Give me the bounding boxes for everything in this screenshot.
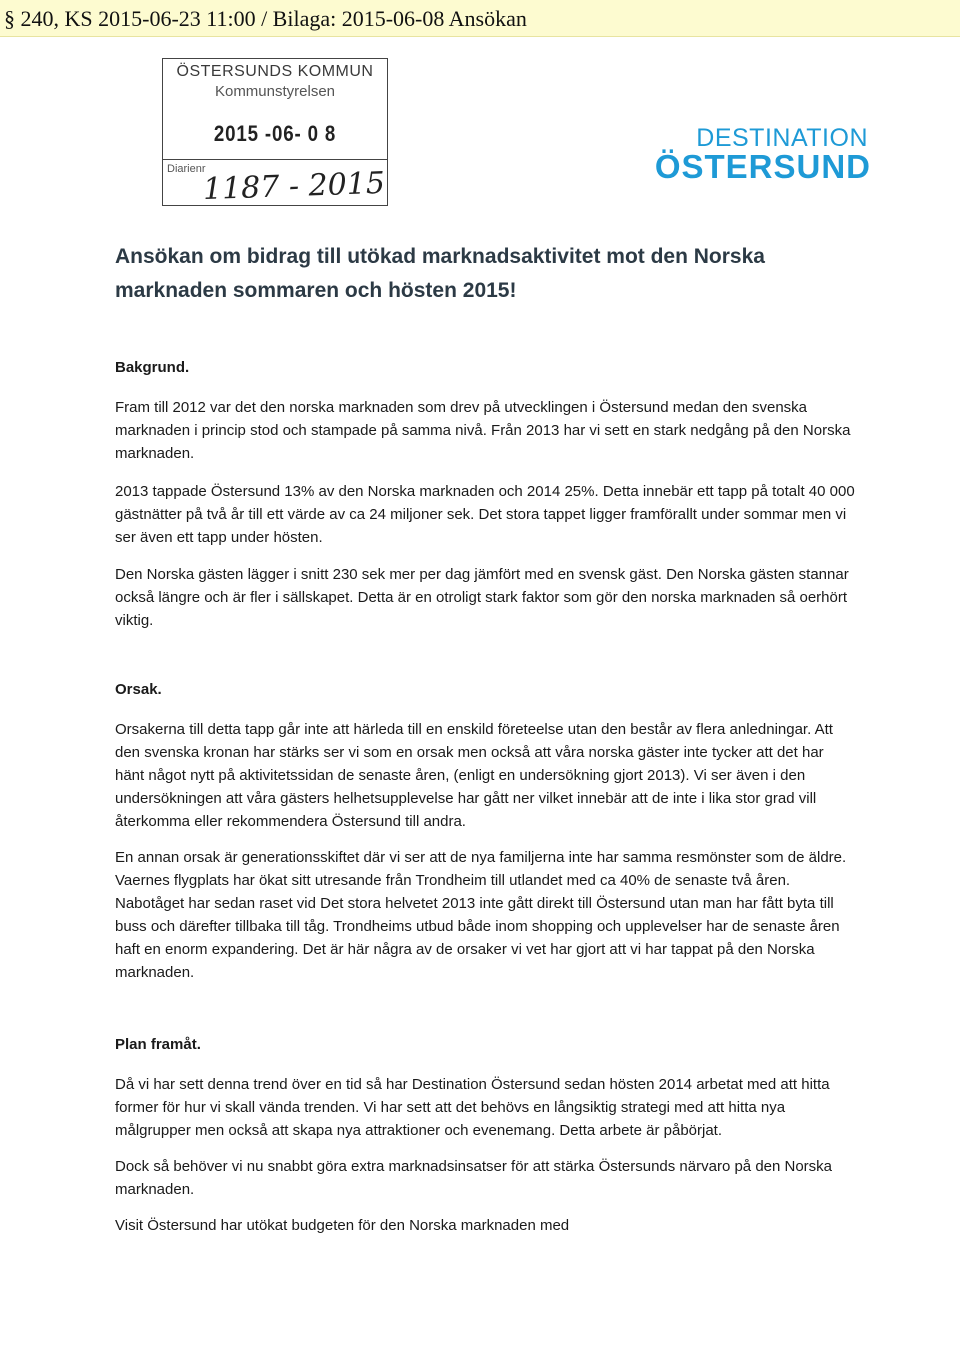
stamp-organization: ÖSTERSUNDS KOMMUN: [176, 63, 374, 80]
stamp-date: 2015 -06- 0 8: [213, 121, 337, 146]
heading-cause: Orsak.: [115, 681, 162, 698]
stamp-unit: Kommunstyrelsen: [214, 83, 336, 100]
plan-paragraph-3: Visit Östersund har utökat budgeten för den Norska marknaden med: [115, 1217, 570, 1234]
header-bar: [0, 0, 960, 37]
stamp-divider: [163, 159, 387, 160]
heading-plan: Plan framåt.: [115, 1036, 201, 1053]
stamp-label: Diarienr: [167, 163, 206, 175]
cause-paragraph-1: Orsakerna till detta tapp går inte att härleda till en enskild företeelse utan den består av flera anledningar. Att den svenska kronan har stärks ser vi som en orsak men också att våra norska gäster inte tycker att det har hänt något nytt på aktivitetssidan de senaste åren, (enligt en undersökning gjort 2013). Vi ser även i den undersökningen att våra gästers helhetsupplevelse har gått ner vilket innebär att de inte i lika stor grad vill återkomma eller rekommendera Östersund till andra.: [115, 721, 833, 830]
plan-paragraph-1: Då vi har sett denna trend över en tid så har Destination Östersund sedan hösten 2014 arbetat med att hitta former för hur vi skall vända trenden. Vi har sett att det behövs en långsiktig strategi med att hitta nya målgrupper men också att skapa nya attraktioner och evenemang. Detta arbete är påbörjat.: [115, 1076, 830, 1139]
plan-paragraph-2: Dock så behöver vi nu snabbt göra extra marknadsinsatser för att stärka Östersunds närvaro på den Norska marknaden.: [115, 1158, 833, 1198]
cause-paragraph-2: En annan orsak är generationsskiftet där vi ser att de nya familjerna inte har samma resmönster som de äldre. Vaernes flygplats har ökat sitt utresande från Trondheim till utlandet med ca 40% de senaste två åren. Nabotåget har sedan raset vid Det stora helvetet 2013 inte gått direkt till Östersund utan man har fått byta till buss och därefter tillbaka till tåg. Trondheims utbud både inom shopping och upplevelser har de senaste åren haft en enorm expandering. Det är här några av de orsaker vi vet har gjort att vi har tappat på den Norska marknaden.: [115, 849, 847, 981]
registration-stamp: [162, 58, 388, 206]
stamp-registration-number: 1187 - 2015: [202, 165, 386, 208]
heading-background: Bakgrund.: [115, 359, 190, 376]
background-paragraph-2: 2013 tappade Östersund 13% av den Norska marknaden och 2014 25%. Detta innebär ett tapp på totalt 40 000 gästnätter på två år till ett värde av ca 24 miljoner sek. Det stora tappet ligger framförallt under sommar men vi ser även ett tapp under hösten.: [115, 483, 855, 546]
document-title: Ansökan om bidrag till utökad marknadsaktivitet mot den Norska marknaden sommaren och hösten 2015!: [115, 245, 765, 302]
background-paragraph-1: Fram till 2012 var det den norska marknaden som drev på utvecklingen i Östersund medan den svenska marknaden i princip stod och stampade på samma nivå. Från 2013 har vi sett en stark nedgång på den Norska marknaden.: [115, 399, 851, 462]
background-paragraph-3: Den Norska gästen lägger i snitt 230 sek mer per dag jämfört med en svensk gäst. Den Norska gästen stannar också längre och är fler i sällskapet. Detta är en otroligt stark faktor som gör den norska marknaden så oerhört viktig.: [115, 566, 849, 629]
logo-line-ostersund: ÖSTERSUND: [654, 148, 871, 185]
header-reference: § 240, KS 2015-06-23 11:00 / Bilaga: 2015-06-08 Ansökan: [4, 6, 527, 31]
logo-line-destination: DESTINATION: [696, 124, 868, 152]
